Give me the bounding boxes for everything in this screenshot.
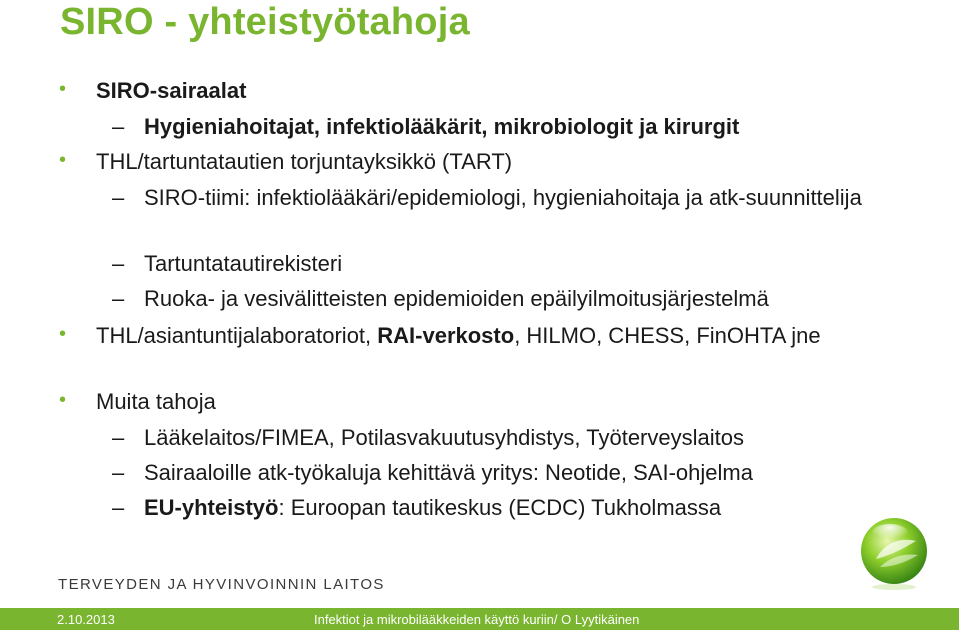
bullet-marker: • [59,78,67,100]
bullet-item [59,322,836,349]
sub-item-text: SIRO-tiimi: infektiolääkäri/epidemiologi, hygieniahoitaja ja atk-suunnittelija [144,185,862,210]
bullet-marker: • [59,389,67,411]
sub-item [112,459,944,486]
sub-item-text-bold: EU-yhteistyö [144,495,279,520]
bullet-text-part: , HILMO, CHESS, FinOHTA jne [514,323,821,348]
organization-name: TERVEYDEN JA HYVINVOINNIN LAITOS [58,576,385,593]
sub-item-text: Hygieniahoitajat, infektiolääkärit, mikrobiologit ja kirurgit [144,114,740,139]
dash-marker: – [112,495,125,520]
sub-item [112,184,864,211]
bullet-item [59,388,896,415]
sub-item [112,494,904,521]
sub-item-text: Sairaaloille atk-työkaluja kehittävä yritys: Neotide, SAI-ohjelma [144,460,753,485]
dash-marker: – [112,185,125,210]
slide-title: SIRO - yhteistyötahoja [60,1,470,43]
dash-marker: – [112,460,125,485]
bullet-item [59,148,896,175]
green-globe-logo [856,515,932,591]
sub-item [112,424,904,451]
footer-bar [0,608,959,630]
sub-item-text: Ruoka- ja vesivälitteisten epidemioiden epäilyilmoitusjärjestelmä [144,286,769,311]
sub-item-text-part: : Euroopan tautikeskus (ECDC) Tukholmassa [278,495,722,520]
sub-item [112,250,904,277]
bullet-text-bold: RAI-verkosto [377,323,515,348]
bullet-text: THL/tartuntatautien torjuntayksikkö (TART) [96,149,513,174]
footer-date: 2.10.2013 [57,612,115,627]
bullet-text: Muita tahoja [96,389,216,414]
sub-item [112,285,904,312]
sub-item [112,113,904,140]
sub-item-text: Tartuntatautirekisteri [144,251,343,276]
bullet-text: SIRO-sairaalat [96,78,247,103]
sub-item-text: Lääkelaitos/FIMEA, Potilasvakuutusyhdistys, Työterveyslaitos [144,425,744,450]
bullet-marker: • [59,323,67,345]
bullet-text-part: THL/asiantuntijalaboratoriot, [96,323,378,348]
dash-marker: – [112,425,125,450]
footer-text: Infektiot ja mikrobilääkkeiden käyttö kuriin/ O Lyytikäinen [314,612,640,627]
bullet-item [59,77,896,104]
dash-marker: – [112,114,125,139]
dash-marker: – [112,251,125,276]
dash-marker: – [112,286,125,311]
bullet-marker: • [59,149,67,171]
